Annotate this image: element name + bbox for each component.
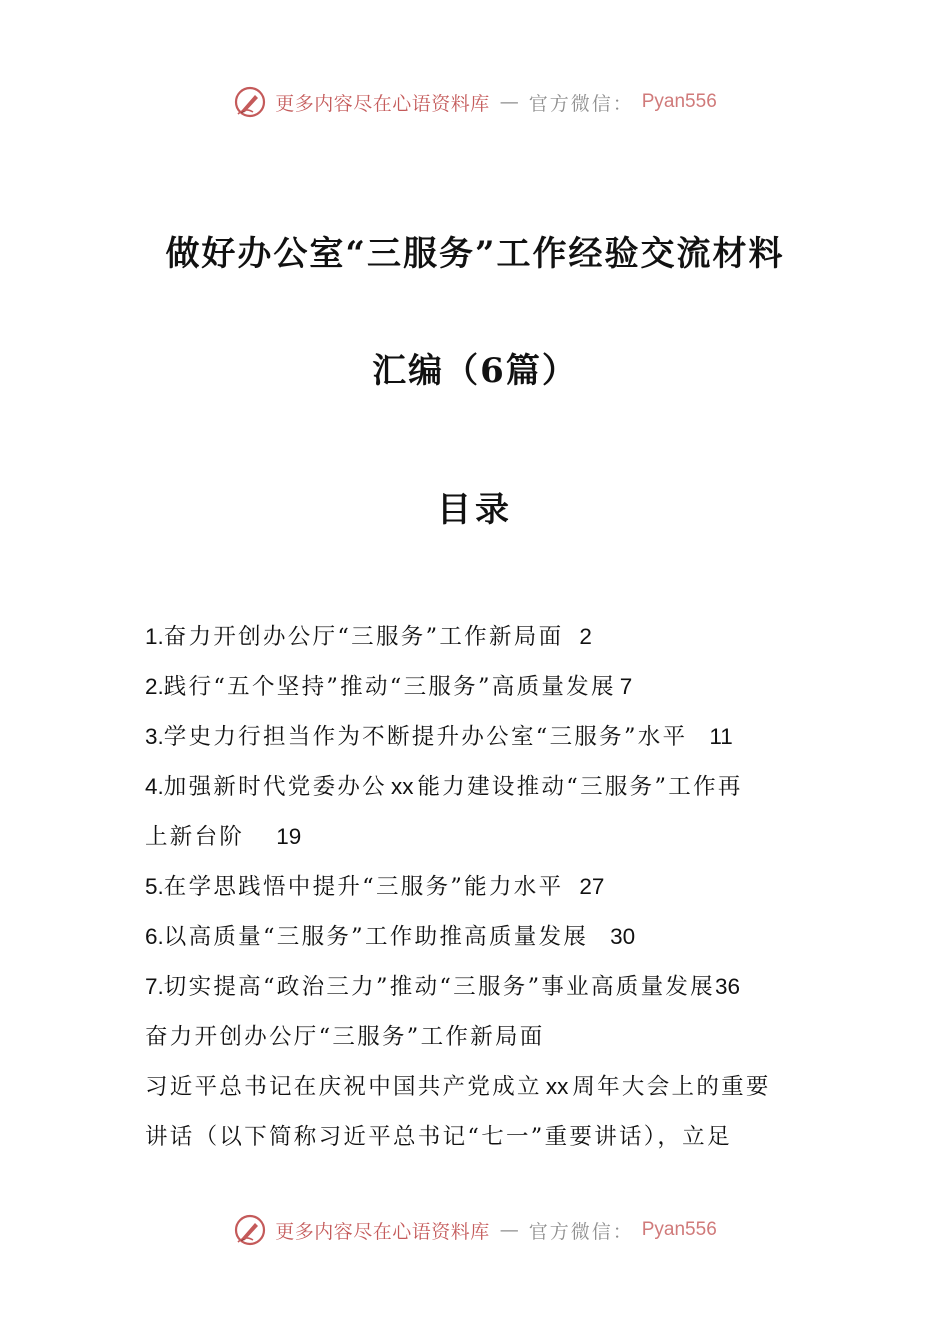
article-text: 习近平总书记在庆祝中国共产党成立 (145, 1074, 542, 1100)
toc-entry-title: 奋力开创办公厅“三服务”工作新局面 (163, 624, 564, 650)
watermark-separator: — (499, 91, 519, 113)
watermark-account-id: Pyan556 (641, 1219, 717, 1240)
article-paragraph-line2: 讲话（以下简称习近平总书记“七一”重要讲话），立足 (145, 1124, 732, 1150)
pen-logo-icon (233, 85, 267, 119)
toc-heading: 目录 (437, 490, 513, 530)
toc-entry-title-xx: xx (390, 774, 414, 799)
toc-entry-number: 5. (145, 874, 164, 899)
watermark-separator: — (499, 1219, 519, 1241)
toc-entry-title: 在学思践悟中提升“三服务”能力水平 (163, 874, 564, 900)
watermark-account-label: 官方微信： (528, 1220, 634, 1243)
toc-entry-6[interactable] (145, 912, 810, 962)
watermark-account-id: Pyan556 (641, 91, 717, 112)
article-text-xx: xx (545, 1074, 569, 1099)
toc-entry-page: 27 (579, 874, 605, 899)
toc-entry-1[interactable] (145, 612, 810, 662)
article-heading: 奋力开创办公厅“三服务”工作新局面 (145, 1024, 545, 1050)
toc-entry-number: 4. (145, 774, 164, 799)
watermark-text: 更多内容尽在心语资料库 (275, 1220, 490, 1243)
toc-entry-number: 3. (145, 724, 164, 749)
toc-entry-page: 7 (619, 674, 633, 699)
watermark-account-label: 官方微信： (528, 92, 634, 115)
watermark-text: 更多内容尽在心语资料库 (275, 92, 490, 115)
document-body (145, 612, 810, 1162)
toc-entry-page: 30 (610, 924, 636, 949)
document-title-line2: 汇编（6篇） (372, 351, 578, 391)
article-text: 周年大会上的重要 (572, 1074, 771, 1100)
pen-logo-icon (233, 1213, 267, 1247)
toc-entry-page: 36 (714, 974, 741, 999)
toc-entry-5[interactable] (145, 862, 810, 912)
document-title-line1: 做好办公室“三服务”工作经验交流材料 (165, 234, 785, 274)
toc-entry-4[interactable] (145, 762, 810, 812)
toc-entry-title: 学史力行担当作为不断提升办公室“三服务”水平 (163, 724, 688, 750)
toc-entry-4-continued[interactable] (145, 812, 810, 862)
toc-entry-title: 践行“五个坚持”推动“三服务”高质量发展 (163, 674, 616, 700)
toc-entry-title: 能力建设推动“三服务”工作再 (417, 774, 743, 800)
toc-entry-title: 以高质量“三服务”工作助推高质量发展 (163, 924, 589, 950)
toc-entry-page: 11 (709, 724, 733, 749)
toc-entry-title: 上新台阶 (145, 824, 245, 850)
header-watermark (0, 80, 950, 124)
toc-entry-number: 7. (145, 974, 164, 999)
toc-entry-number: 6. (145, 924, 164, 949)
toc-entry-3[interactable] (145, 712, 810, 762)
article-paragraph-line1 (145, 1062, 810, 1112)
toc-entry-page: 2 (579, 624, 592, 649)
toc-entry-2[interactable] (145, 662, 810, 712)
toc-entry-7[interactable] (145, 962, 810, 1012)
footer-watermark (0, 1208, 950, 1252)
toc-entry-page: 19 (276, 824, 302, 849)
toc-entry-title: 加强新时代党委办公 (163, 774, 387, 800)
toc-entry-number: 1. (145, 624, 164, 649)
toc-entry-number: 2. (145, 674, 164, 699)
toc-entry-title: 切实提高“政治三力”推动“三服务”事业高质量发展 (163, 974, 715, 1000)
